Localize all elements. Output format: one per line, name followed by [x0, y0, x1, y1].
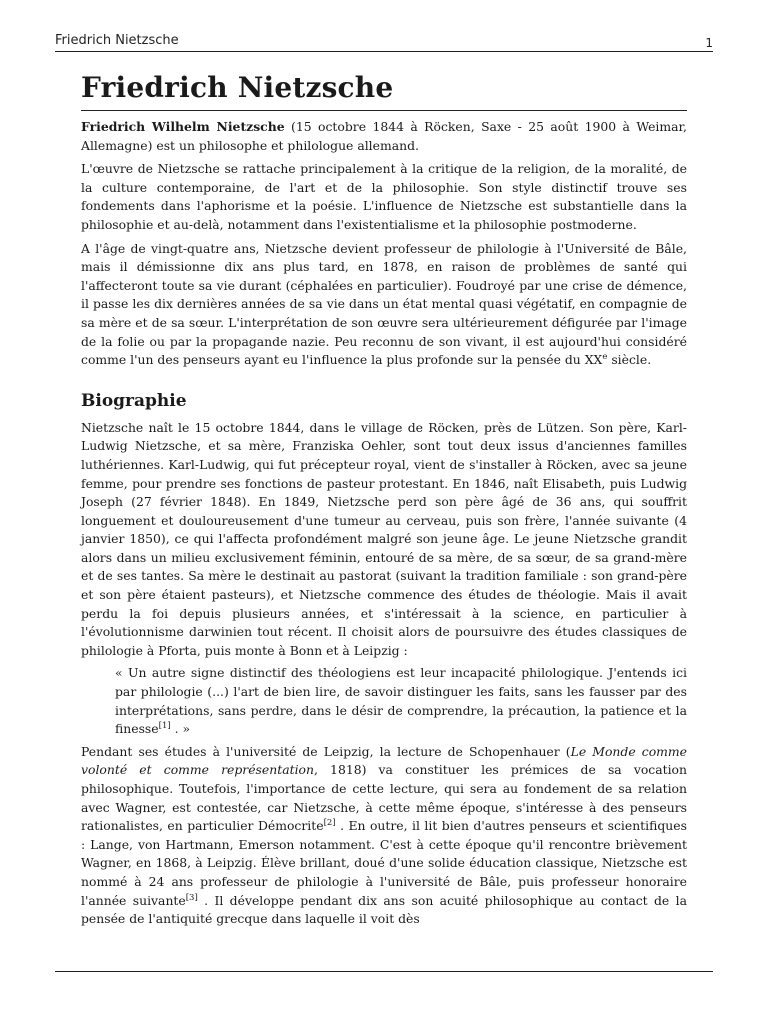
page-number: 1 — [705, 36, 713, 50]
running-title: Friedrich Nietzsche — [55, 33, 179, 48]
quote-tail: . » — [170, 721, 191, 737]
footnote-ref-1[interactable]: [1] — [158, 721, 171, 732]
career-tail: siècle. — [607, 352, 652, 368]
overview-paragraph: L'œuvre de Nietzsche se rattache principalement à la critique de la religion, de la moralité, de la culture contemporaine, de l'art et de la philosophie. Son style distinctif trouve ses fondements dans l'aphorisme et la poésie. L'influence de Nietzsche est substantielle dans la philosophie et au-delà, notamment dans l'existentialisme et la philosophie postmoderne. — [81, 161, 687, 232]
bio2-text-4: . Il développe pendant dix ans son acuité philosophique au contact de la pensée de l'antiquité grecque dans laquelle il voit dès — [81, 892, 687, 927]
quote-body: « Un autre signe distinctif des théologiens est leur incapacité philologique. J'entends ici par philologie (...) l'art de bien lire, de savoir distinguer les faits, sans les fausser par des interprétations, sans perdre, dans le désir de comprendre, la précaution, la patience et la finesse — [115, 665, 687, 737]
footnote-ref-3[interactable]: [3] — [185, 892, 198, 903]
intro-text: (15 octobre 1844 à Röcken, Saxe - 25 août 1900 à Weimar, Allemagne) est un philosophe et philologue allemand. — [81, 119, 688, 153]
biography-paragraph-2 — [81, 743, 687, 929]
century-superscript: e — [602, 352, 608, 363]
footnote-ref-2[interactable]: [2] — [323, 818, 336, 829]
book-title: Le Monde comme volonté et comme représentation — [81, 743, 687, 778]
subject-name: Friedrich Wilhelm Nietzsche — [81, 119, 285, 134]
bio2-text-1: Pendant ses études à l'université de Leipzig, la lecture de Schopenhauer ( — [81, 743, 571, 759]
career-text: A l'âge de vingt-quatre ans, Nietzsche devient professeur de philologie à l'Université de Bâle, mais il démissionne dix ans plus tard, en 1878, en raison de problèmes de santé qui l'affecteront toute sa vie durant (céphalées en particulier). Foudroyé par une crise de démence, il passe les dix dernières années de sa vie dans un état mental quasi végétatif, en compagnie de sa mère et de sa sœur. L'interprétation de son œuvre sera ultérieurement défigurée par l'image de la folie ou par la propagande nazie. Peu reconnu de son vivant, il est aujourd'hui considéré comme l'un des penseurs ayant eu l'influence la plus profonde sur la pensée du XX — [81, 240, 687, 368]
biography-paragraph-1: Nietzsche naît le 15 octobre 1844, dans le village de Röcken, près de Lützen. Son père, Karl-Ludwig Nietzsche, et sa mère, Franziska Oehler, sont tout deux issus d'anciennes familles luthériennes. Karl-Ludwig, qui fut précepteur royal, vient de s'installer à Röcken, avec sa jeune femme, pour prendre ses fonctions de pasteur protestant. En 1846, naît Elisabeth, puis Ludwig Joseph (27 février 1848). En 1849, Nietzsche perd son père âgé de 36 ans, qui souffrit longuement et douloureusement d'une tumeur au cerveau, puis son frère, l'année suivante (4 janvier 1850), ce qui l'affecta profondément malgré son jeune âge. Le jeune Nietzsche grandit alors dans un milieu exclusivement féminin, entouré de sa mère, de sa sœur, de sa grand-mère et de ses tantes. Sa mère le destinait au pastorat (suivant la tradition familiale : son grand-père et son père étaient pasteurs), et Nietzsche commence des études de théologie. Mais il avait perdu la foi depuis plusieurs années, et s'intéressait à la science, en particulier à l'évolutionnisme darwinien tout récent. Il choisit alors de poursuivre des études classiques de philologie à Pforta, puis monte à Bonn et à Leipzig : — [81, 419, 687, 658]
career-paragraph — [81, 240, 687, 370]
intro-paragraph — [81, 118, 687, 155]
bio2-text-3: . En outre, il lit bien d'autres penseurs et scientifiques : Lange, von Hartmann, Emerson notamment. C'est à cette époque qu'il rencontre brièvement Wagner, en 1868, à Leipzig. Élève brillant, doué d'une solide éducation classique, Nietzsche est nommé à 24 ans professeur de philologie à l'université de Bâle, puis professeur honoraire l'année suivante — [81, 818, 687, 908]
article-body — [81, 68, 687, 929]
running-header — [55, 32, 713, 52]
article-title: Friedrich Nietzsche — [81, 68, 687, 111]
footer-rule — [55, 971, 713, 972]
bio2-text-2: , 1818) va constituer les prémices de sa vocation philosophique. Toutefois, l'importance de cette lecture, qui sera au fondement de sa relation avec Wagner, est contestée, car Nietzsche, à cette même époque, s'intéresse à des penseurs rationalistes, en particulier Démocrite — [81, 762, 687, 834]
quotation — [115, 664, 687, 738]
quotation-text — [115, 664, 687, 738]
section-heading-biographie: Biographie — [81, 390, 187, 411]
